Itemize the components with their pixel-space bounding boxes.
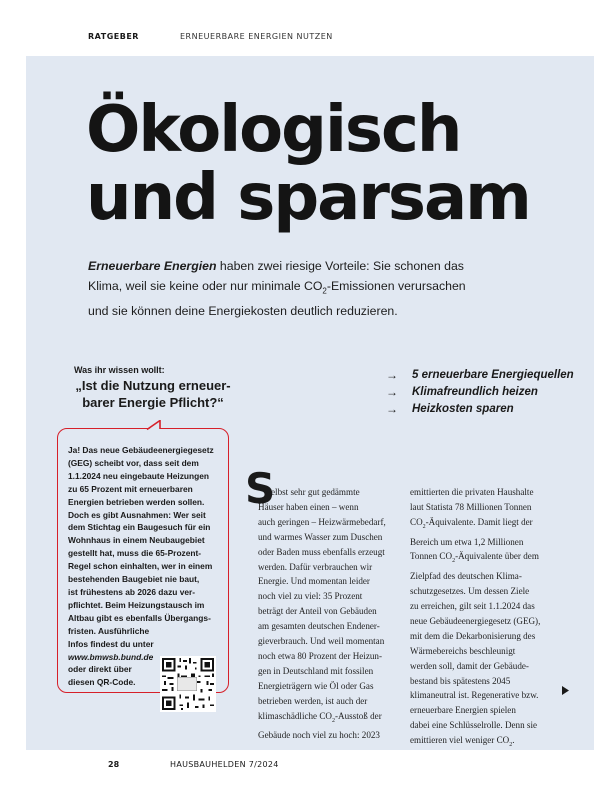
body-text: -Ausstoß der: [335, 710, 382, 721]
body-text: -Äquivalente über dem: [455, 551, 539, 562]
body-line: noch etwa 80 Prozent der Heizun-: [258, 650, 382, 661]
answer-line: oder direkt über: [68, 664, 132, 675]
body-line: auch geringen – Heizwärmebedarf,: [258, 516, 386, 527]
teaser-text: Klimafreundlich heizen: [412, 385, 538, 398]
body-line: [410, 549, 552, 569]
body-line: oder Baden muss ebenfalls erzeugt: [258, 546, 385, 557]
page-number: 28: [108, 760, 120, 769]
answer-line: Regel schon einhalten, wer in einem: [68, 561, 213, 572]
body-line: mit dem die Dekarbonisierung des: [410, 630, 536, 641]
answer-line: bestehenden Baugebiet nie baut,: [68, 574, 200, 585]
bubble-tail-icon: [146, 420, 172, 432]
headline-line-2: und sparsam: [86, 161, 530, 235]
body-line: neue Gebäudeenergiegesetz (GEG),: [410, 615, 541, 626]
body-line: und warmes Wasser zum Duschen: [258, 531, 383, 542]
body-line: am gesamten deutschen Endener-: [258, 621, 380, 632]
lead-paragraph: [88, 256, 498, 321]
body-line: emittierten die privaten Haushalte: [410, 487, 534, 497]
answer-line: Energien betrieben werden sollen.: [68, 496, 205, 507]
teaser-list: [386, 366, 574, 417]
body-line: gieverbrauch. Und weil momentan: [258, 636, 385, 647]
subscript: 2: [422, 523, 426, 530]
answer-line: 1.1.2024 neu eingebaute Heizungen: [68, 470, 210, 481]
body-line: dabei eine Schlüsselrolle. Denn sie: [410, 720, 538, 731]
body-line: bestand bis spätestens 2045: [410, 675, 511, 686]
teaser-text: Heizkosten sparen: [412, 402, 514, 415]
answer-line: Doch es gibt Ausnahmen: Wer seit: [68, 509, 206, 520]
headline-line-1: Ökologisch: [86, 93, 461, 167]
body-line: Bereich um etwa 1,2 Millionen: [410, 536, 524, 547]
faq-answer: [68, 444, 220, 689]
answer-line: dem Stichtag ein Baugesuch für ein: [68, 522, 211, 533]
body-line: noch viel zu viel: 35 Prozent: [258, 591, 363, 602]
continue-triangle-icon: [562, 686, 569, 695]
answer-line: diesen QR-Code.: [68, 677, 136, 688]
lead-text: Klima, weil sie keine oder nur minimale CO: [88, 279, 323, 293]
body-text: Tonnen CO: [410, 551, 453, 562]
teaser-item: [386, 383, 574, 400]
link-bmwsb[interactable]: www.bmwsb.bund.de: [68, 651, 154, 662]
body-line: laut Statista 78 Millionen Tonnen: [410, 501, 532, 512]
headline: [86, 93, 566, 235]
teaser-text: 5 erneuerbare Energiequellen: [412, 368, 574, 381]
body-line: zu erreichen, gilt seit 1.1.2024 das: [410, 600, 535, 611]
body-text: klimaschädliche CO: [258, 710, 332, 721]
body-line: Gebäude noch viel zu hoch: 2023: [258, 730, 380, 741]
body-line: Zielpfad des deutschen Klima-: [410, 571, 522, 582]
body-line: [410, 515, 552, 535]
page-footer: [108, 760, 279, 769]
subscript: 2: [332, 717, 335, 724]
subscript: 2: [509, 741, 513, 748]
teaser-item: [386, 366, 574, 383]
lead-text: haben zwei riesige Vorteile: Sie schonen das: [216, 259, 464, 273]
body-line: beträgt der Anteil von Gebäuden: [258, 606, 377, 617]
body-text: emittieren viel weniger CO: [410, 735, 510, 746]
arrow-right-icon: →: [386, 401, 398, 416]
body-line: elbst sehr gut gedämmte: [271, 487, 360, 497]
answer-line: Ja! Das neue Gebäudeenergiegesetz: [68, 445, 214, 455]
question-line: barer Energie Pflicht?“: [82, 395, 224, 410]
arrow-right-icon: →: [386, 384, 398, 399]
subscript: 2: [452, 558, 456, 565]
body-text: -Äquivalente. Damit liegt der: [425, 516, 533, 527]
faq-question: [68, 377, 238, 411]
section-subtitle: ERNEUERBARE ENERGIEN NUTZEN: [180, 32, 333, 41]
answer-line: pflichtet. Beim Heizungstausch im: [68, 599, 205, 610]
lead-text: und sie können deine Energiekosten deutlich reduzieren.: [88, 304, 398, 319]
body-column-2: [410, 485, 552, 753]
body-line: Energieträgern wie Öl oder Gas: [258, 680, 374, 691]
body-line: betrieben werden, ist auch der: [258, 695, 368, 706]
qr-code-icon[interactable]: [160, 656, 216, 712]
body-line: werden soll, damit der Gebäude-: [410, 660, 529, 671]
page-header: [88, 32, 333, 41]
answer-line: ist frühestens ab 2026 dazu ver-: [68, 586, 196, 597]
teaser-item: [386, 400, 574, 417]
body-line: [410, 733, 552, 753]
answer-line: gestellt hat, muss die 65-Prozent-: [68, 548, 202, 559]
body-text: CO: [410, 516, 423, 527]
body-text: .: [512, 735, 515, 746]
answer-line: (GEG) scheibt vor, dass seit dem: [68, 457, 199, 468]
question-line: „Ist die Nutzung erneuer-: [75, 378, 231, 393]
answer-line: Infos findest du unter: [68, 638, 154, 649]
body-column-1: [258, 485, 394, 743]
body-line: Häuser haben einen – wenn: [258, 501, 359, 512]
arrow-right-icon: →: [386, 367, 398, 382]
body-line: klimaneutral ist. Regenerative bzw.: [410, 690, 539, 701]
body-line: Energie. Und momentan leider: [258, 576, 370, 587]
body-line: werden. Dafür verbrauchen wir: [258, 561, 373, 572]
body-line: [258, 709, 394, 729]
lead-emphasis: Erneuerbare Energien: [88, 259, 217, 273]
magazine-issue: HAUSBAUHELDEN 7/2024: [170, 760, 279, 769]
subscript: 2: [322, 286, 327, 296]
body-line: gen in Deutschland mit fossilen: [258, 665, 374, 676]
body-line: erneuerbare Energien spielen: [410, 705, 516, 716]
lead-text: -Emissionen verursachen: [326, 279, 466, 293]
answer-line: Altbau gibt es ebenfalls Übergangs-: [68, 612, 211, 623]
body-line: schutzgesetzes. Um dessen Ziele: [410, 586, 530, 597]
answer-line: zu 65 Prozent mit erneuerbaren: [68, 483, 193, 494]
answer-line: fristen. Ausführliche: [68, 625, 150, 636]
answer-line: Wohnhaus in einem Neubaugebiet: [68, 535, 205, 546]
drop-cap: S: [245, 464, 276, 513]
body-line: Wärmebereichs beschleunigt: [410, 645, 516, 656]
faq-label: Was ihr wissen wollt:: [74, 365, 165, 375]
section-label: RATGEBER: [88, 32, 139, 41]
